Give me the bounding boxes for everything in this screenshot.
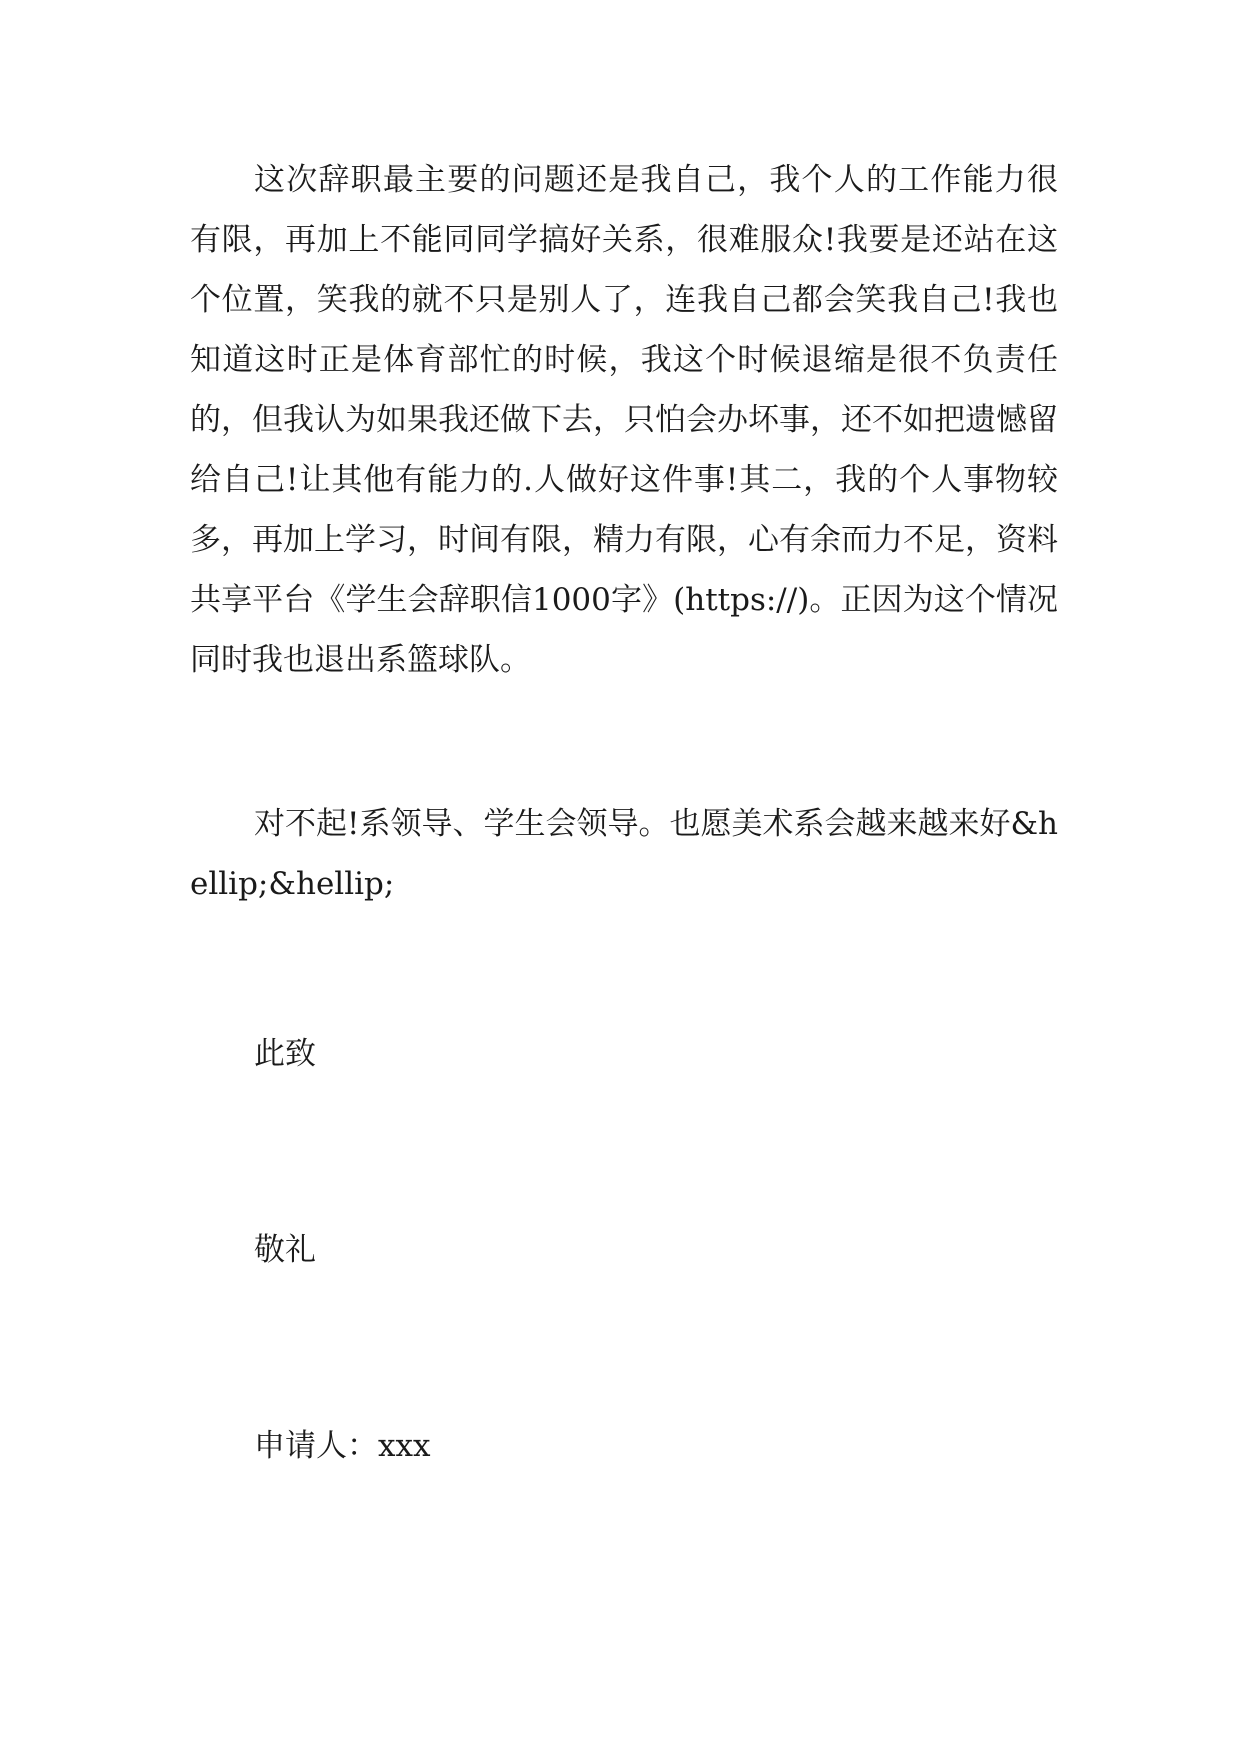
letter-page bbox=[190, 150, 1058, 1476]
salutation-text: 敬礼 bbox=[254, 1232, 316, 1268]
closing-text: 此致 bbox=[254, 1036, 316, 1072]
body-paragraph-apology: 对不起!系领导、学生会领导。也愿美术系会越来越来好&hellip;&hellip; bbox=[190, 806, 1059, 902]
signature-line: 申请人：xxx bbox=[254, 1428, 431, 1464]
body-paragraph-reasons: 这次辞职最主要的问题还是我自己，我个人的工作能力很有限，再加上不能同同学搞好关系，很难服众!我要是还站在这个位置，笑我的就不只是别人了，连我自己都会笑我自己!我也知道这时正是体育部忙的时候，我这个时候退缩是很不负责任的，但我认为如果我还做下去，只怕会办坏事，还不如把遗憾留给自己!让其他有能力的.人做好这件事!其二，我的个人事物较多，再加上学习，时间有限，精力有限，心有余而力不足，资料共享平台《学生会辞职信1000字》(https://)。正因为这个情况同时我也退出系篮球队。 bbox=[190, 162, 1058, 678]
